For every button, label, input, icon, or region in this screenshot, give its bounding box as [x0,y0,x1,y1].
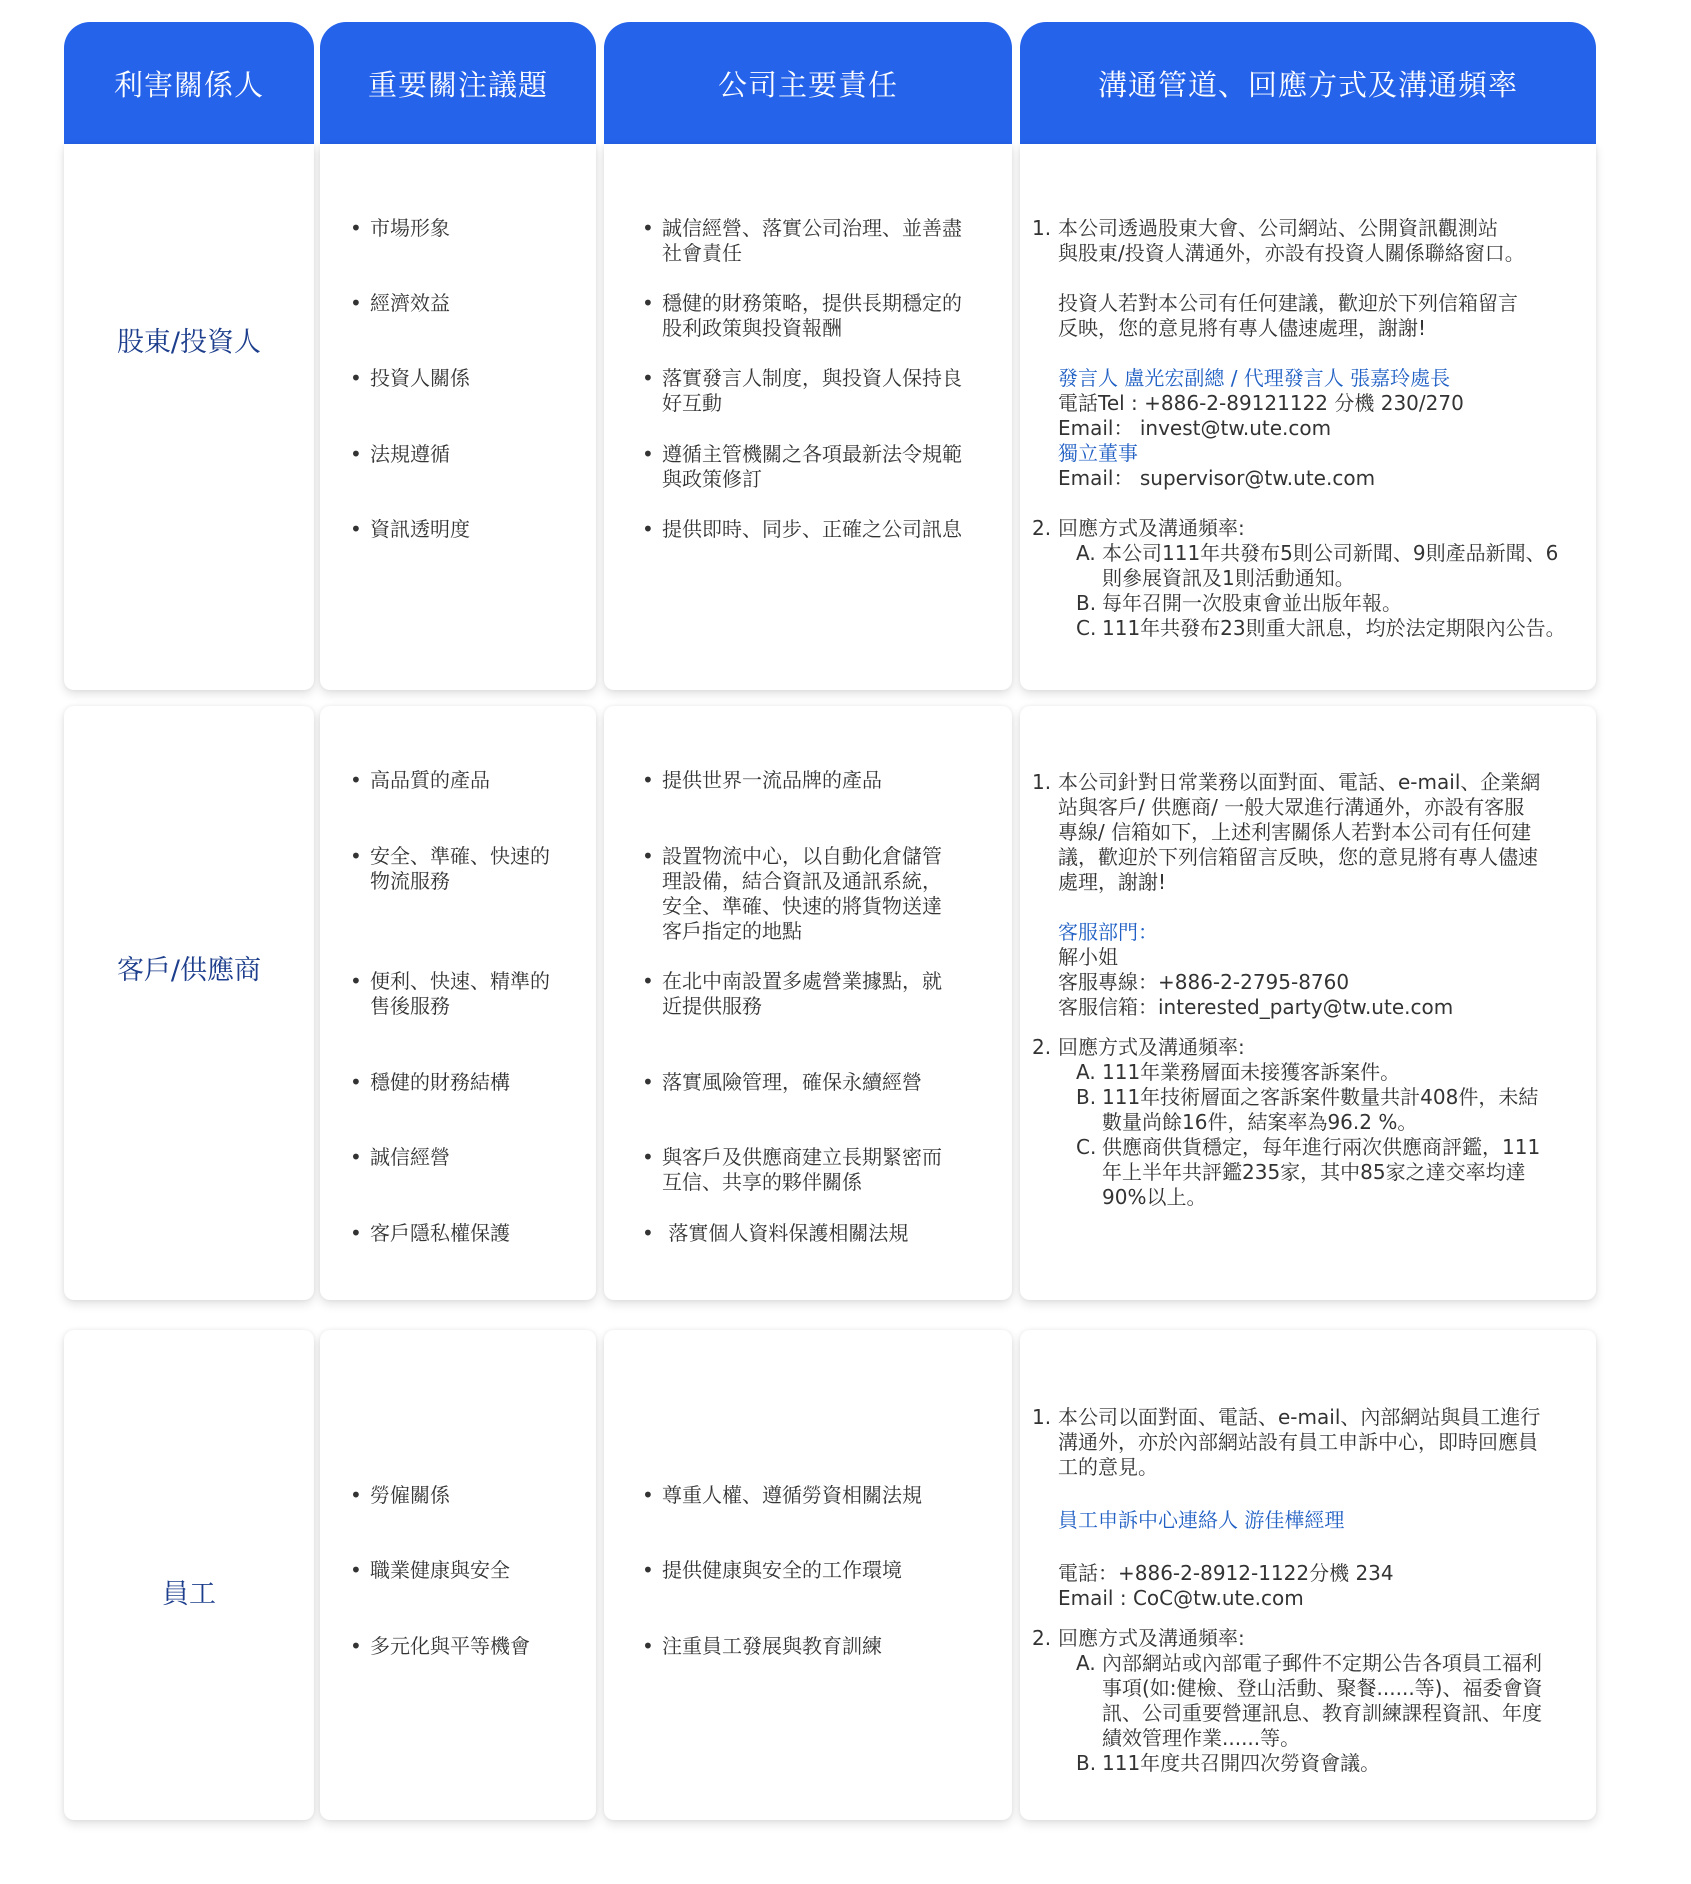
list-item: • 經濟效益 [350,291,450,315]
list-item: • 市場形象 [350,216,450,240]
stakeholder-card [64,144,314,690]
communication-content: 1. 本公司針對日常業務以面對面、電話、e-mail、企業網 站與客戶/ 供應商/ 一般大眾進行溝通外，亦設有客服 專線/ 信箱如下，上述利害關係人若對本公司有任何建 議，歡迎於下列信箱留言反映，您的意見將有專人儘速 處理，謝謝! 客服部門： 解小姐 客服專線：+886-2-2795-8760 客服信箱：interested_party@tw.ute.com 2. 回應方式及溝通頻率: A. 111年業務層面未接獲客訴案件。 B. 111年技術層面之客訴案件數量共計408件，未結 數量尚餘16件，結案率為96.2 %。 C. 供應商供貨穩定，每年進行兩次供應商評鑑，111 年上半年共評鑑235家，其中85家之達交率均達 90%以上。 [1032,770,1588,1210]
contact-email: Email : CoC@tw.ute.com [1058,1586,1304,1610]
communication-content: 1. 本公司透過股東大會、公司網站、公開資訊觀測站 與股東/投資人溝通外，亦設有投資人關係聯絡窗口。 投資人若對本公司有任何建議，歡迎於下列信箱留言 反映，您的意見將有專人儘速處理，謝謝! 發言人 盧光宏副總 / 代理發言人 張嘉玲處長 電話Tel : +886-2-89121122 分機 230/270 Email： invest@tw.ute.com 獨立董事 Email： supervisor@tw.ute.com 2. 回應方式及溝通頻率: A. 本公司111年共發布5則公司新聞、9則產品新聞、6 則參展資訊及1則活動通知。 B. 每年召開一次股東會並出版年報。 C. 111年共發布23則重大訊息，均於法定期限內公告。 [1032,216,1588,641]
stakeholder-name: 客戶/供應商 [116,955,262,986]
contact-title: 發言人 盧光宏副總 / 代理發言人 張嘉玲處長 [1058,366,1451,390]
contact-email: Email： invest@tw.ute.com [1058,416,1332,440]
list-item: • 職業健康與安全 [350,1558,510,1582]
list-item: • 落實發言人制度，與投資人保持良 好互動 [642,366,962,415]
list-item: • 誠信經營 [350,1145,450,1169]
contact-title: 員工申訴中心連絡人 游佳樺經理 [1058,1508,1345,1532]
list-item: • 便利、快速、精準的 售後服務 [350,969,550,1018]
list-item: • 法規遵循 [350,442,450,466]
list-item: • 投資人關係 [350,366,470,390]
responsibilities-card [604,144,1012,690]
list-item: • 設置物流中心，以自動化倉儲管 理設備，結合資訊及通訊系統， 安全、準確、快速的將貨物送達 客戶指定的地點 [642,844,942,943]
list-item: • 提供健康與安全的工作環境 [642,1558,902,1582]
communication-card [1020,706,1596,1300]
stakeholder-name: 員工 [162,1579,216,1610]
contact-tel: 電話：+886-2-8912-1122分機 234 [1058,1561,1394,1585]
list-item: • 勞僱關係 [350,1483,450,1507]
contact-tel: 電話Tel : +886-2-89121122 分機 230/270 [1058,391,1464,415]
header-issues [320,22,596,144]
issues-card [320,1330,596,1820]
list-item: • 穩健的財務結構 [350,1070,510,1094]
header-communication-label: 溝通管道、回應方式及溝通頻率 [1097,67,1518,102]
list-item: • 安全、準確、快速的 物流服務 [350,844,550,893]
header-issues-label: 重要關注議題 [367,67,548,102]
list-item: • 高品質的產品 [350,768,490,792]
list-item: • 落實風險管理，確保永續經營 [642,1070,922,1094]
contact-email: Email： supervisor@tw.ute.com [1058,466,1376,490]
list-item: • 落實個人資料保護相關法規 [642,1221,909,1245]
list-item: • 遵循主管機關之各項最新法令規範 與政策修訂 [642,442,962,491]
stakeholder-card [64,706,314,1300]
list-item: • 與客戶及供應商建立長期緊密而 互信、共享的夥伴關係 [642,1145,942,1194]
responsibilities-card [604,1330,1012,1820]
header-responsibilities [604,22,1012,144]
list-item: • 客戶隱私權保護 [350,1221,510,1245]
communication-content: 1. 本公司以面對面、電話、e-mail、內部網站與員工進行 溝通外，亦於內部網站設有員工申訴中心，即時回應員 工的意見。 員工申訴中心連絡人 游佳樺經理 電話：+886-2-8912-1122分機 234 Email : CoC@tw.ute.com 2. 回應方式及溝通頻率: A. 內部網站或內部電子郵件不定期公告各項員工福利 事項(如:健檢、登山活動、聚餐......等)、福委會資 訊、公司重要營運訊息、教育訓練課程資訊、年度 績效管理作業......等。 B. 111年度共召開四次勞資會議。 [1032,1405,1588,1776]
header-stakeholder-label: 利害關係人 [113,67,264,102]
stakeholder-card [64,1330,314,1820]
stakeholder-name: 股東/投資人 [116,327,262,358]
list-item: • 在北中南設置多處營業據點，就 近提供服務 [642,969,942,1018]
communication-card [1020,1330,1596,1820]
header-responsibilities-label: 公司主要責任 [717,67,898,102]
list-item: • 注重員工發展與教育訓練 [642,1634,882,1658]
issues-card [320,144,596,690]
list-item: • 提供即時、同步、正確之公司訊息 [642,517,962,541]
responsibilities-card [604,706,1012,1300]
contact-email: 客服信箱：interested_party@tw.ute.com [1058,995,1454,1019]
list-item: • 誠信經營、落實公司治理、並善盡 社會責任 [642,216,962,265]
contact-name: 解小姐 [1058,945,1118,969]
contact-tel: 客服專線：+886-2-2795-8760 [1058,970,1350,994]
list-item: • 提供世界一流品牌的產品 [642,768,882,792]
communication-card [1020,144,1596,690]
list-item: • 資訊透明度 [350,517,470,541]
list-item: • 多元化與平等機會 [350,1634,530,1658]
header-communication [1020,22,1596,144]
list-item: • 尊重人權、遵循勞資相關法規 [642,1483,922,1507]
contact-title: 客服部門： [1058,920,1158,944]
header-stakeholder [64,22,314,144]
contact-title: 獨立董事 [1058,441,1138,465]
issues-card [320,706,596,1300]
list-item: • 穩健的財務策略，提供長期穩定的 股利政策與投資報酬 [642,291,962,340]
